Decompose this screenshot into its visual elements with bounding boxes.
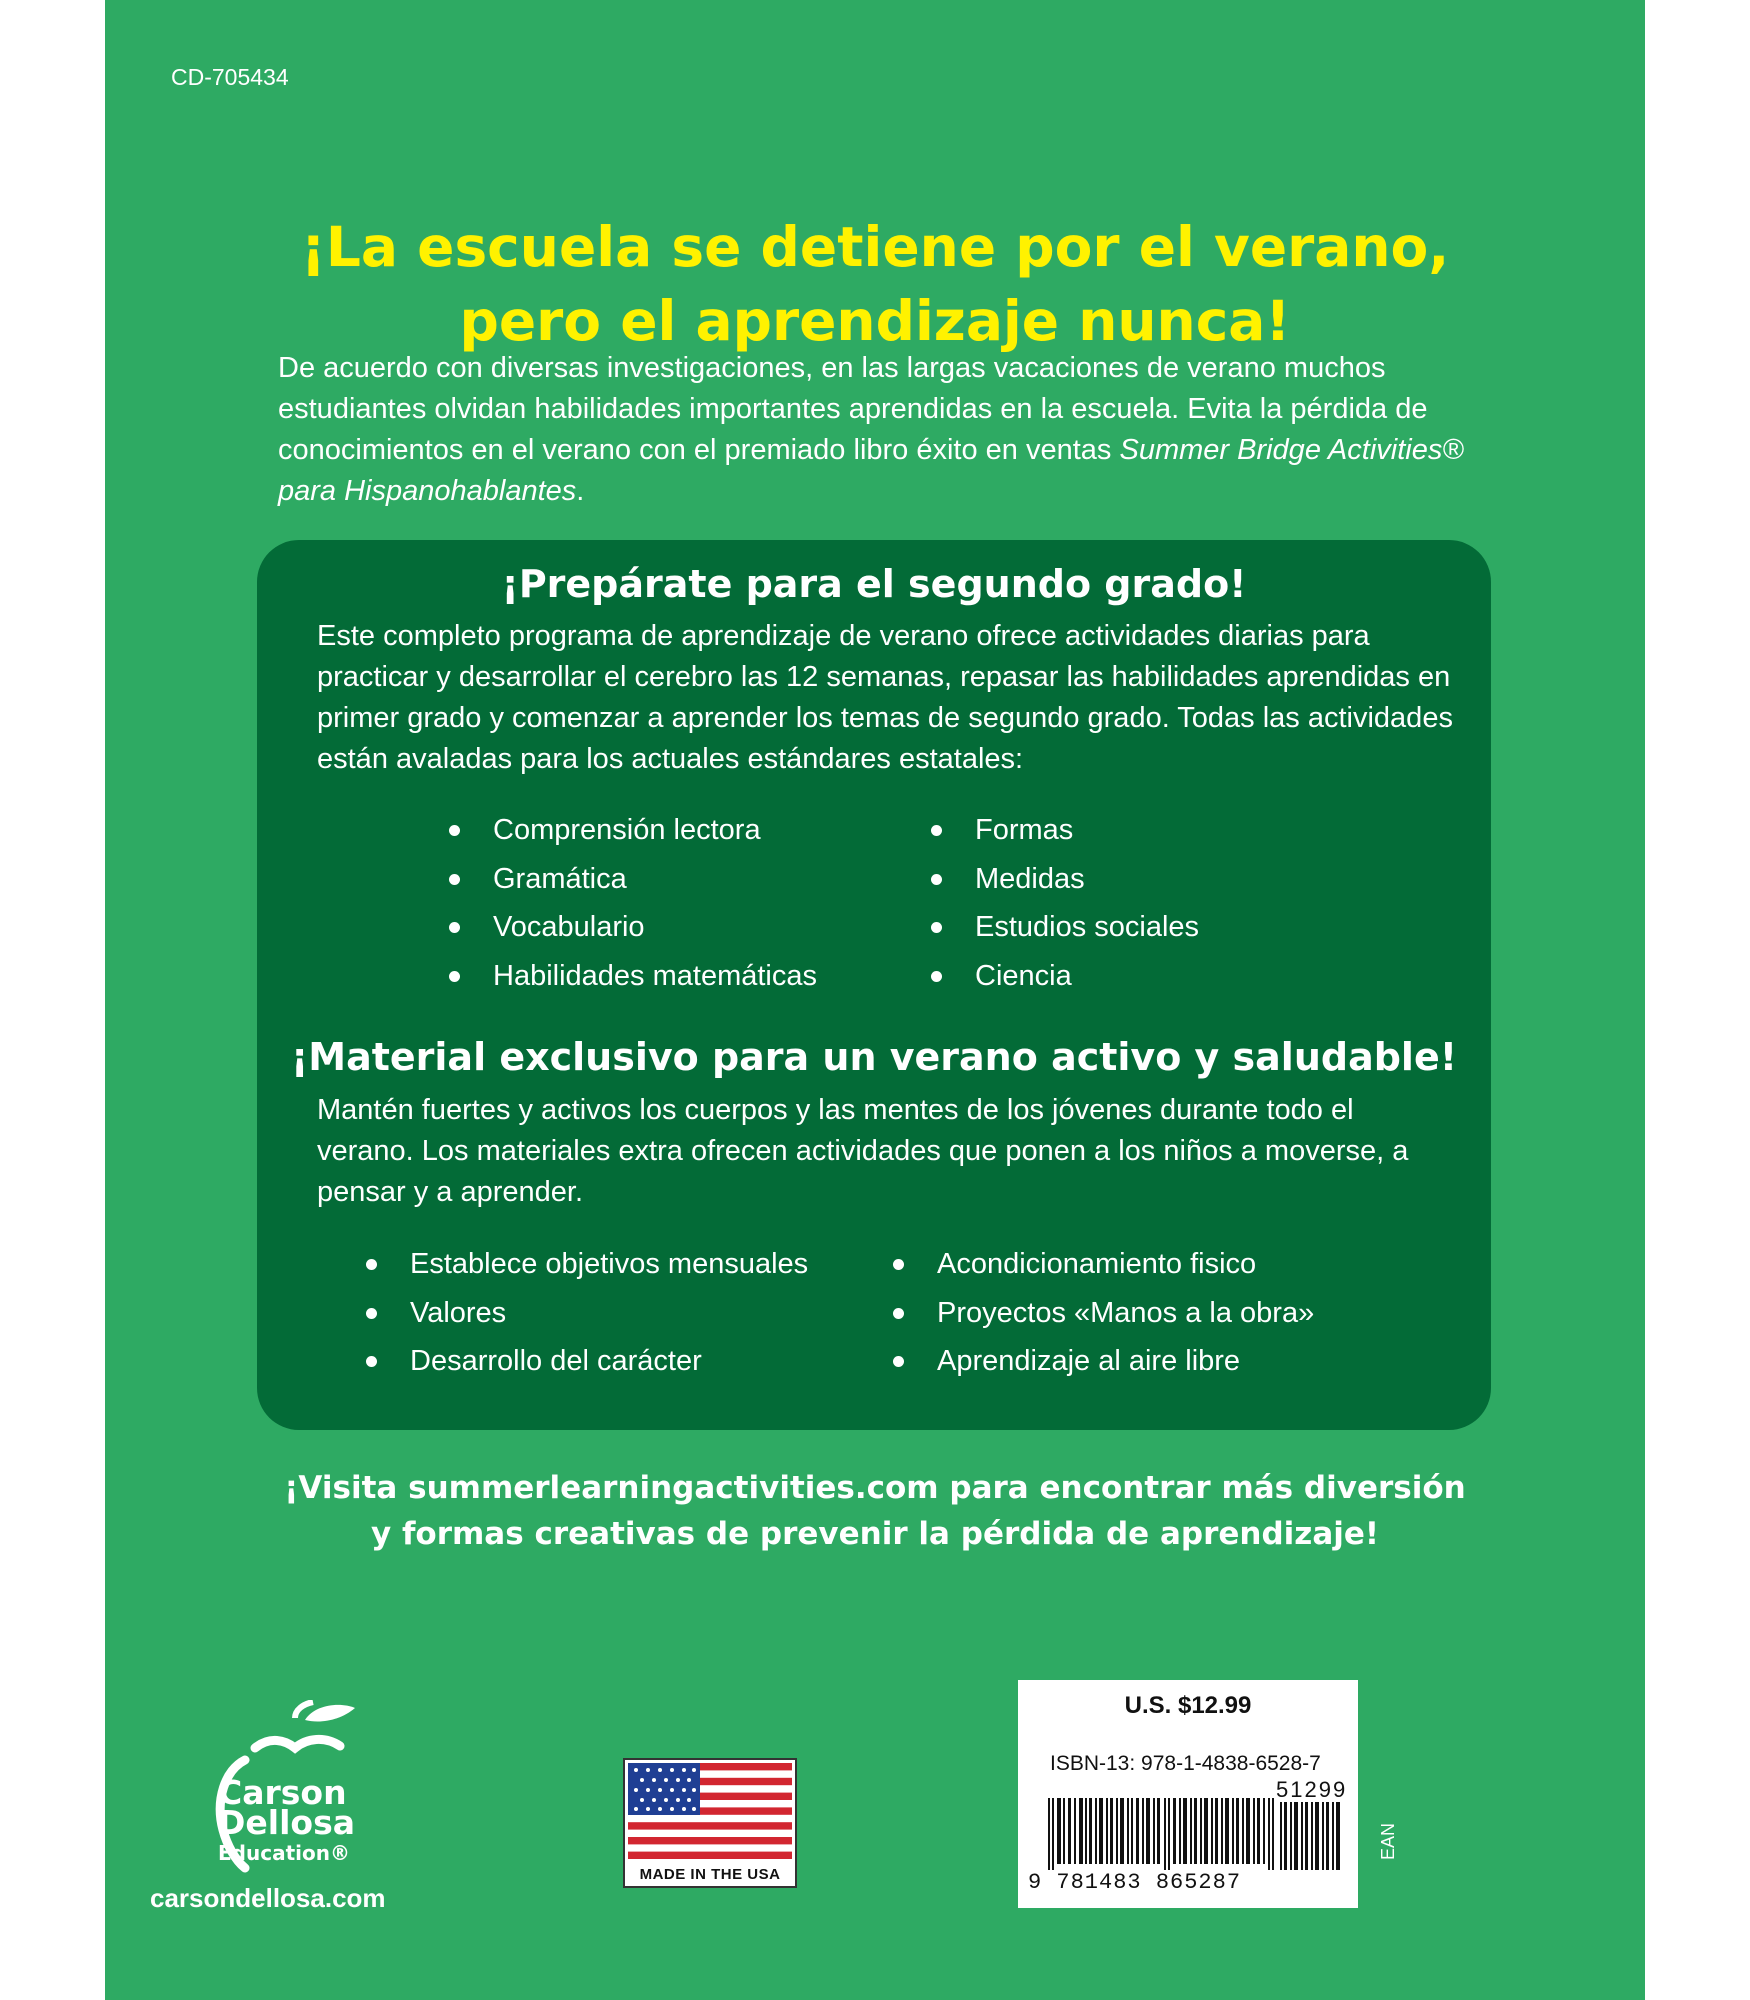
list-item: Acondicionamiento fisico [889,1240,1314,1289]
list-item: Proyectos «Manos a la obra» [889,1289,1314,1338]
logo-line-2: Dellosa [218,1803,355,1842]
list-item: Ciencia [927,952,1199,1001]
info-panel [257,540,1491,1430]
publisher-logo-text [218,1773,355,1868]
list-item: Medidas [927,855,1199,904]
headline-line-2: pero el aprendizaje nunca! [459,289,1291,353]
list-item: Comprensión lectora [445,806,817,855]
ean-label: EAN [1378,1822,1398,1860]
barcode-addon-number: 51299 [1276,1777,1348,1802]
visit-line-2: y formas creativas de prevenir la pérdida de aprendizaje! [370,1516,1380,1552]
product-code: CD-705434 [171,64,289,90]
book-title: Summer Bridge Activities® para Hispanohablantes [278,434,1464,507]
list-item: Estudios sociales [927,903,1199,952]
visit-line-1: ¡Visita summerlearningactivities.com para encontrar más diversión [284,1470,1466,1506]
publisher-website[interactable]: carsondellosa.com [150,1883,386,1913]
list-item: Gramática [445,855,817,904]
list-item: Valores [362,1289,808,1338]
section-2-title: ¡Material exclusivo para un verano activo y saludable! [290,1035,1458,1079]
barcode-number: 9 781483 865287 [1028,1870,1242,1895]
logo-line-3: Education® [218,1841,350,1865]
intro-text: De acuerdo con diversas investigaciones, en las largas vacaciones de verano muchos estudiantes olvidan habilidades importantes aprendidas en la escuela. Evita la pérdida de conocimientos en el verano con el premiado libro éxito en ventas [278,352,1428,466]
price: U.S. $12.99 [1124,1692,1252,1719]
list-item: Desarrollo del carácter [362,1337,808,1386]
section-2-list-right [889,1240,1314,1386]
made-in-usa-badge [623,1758,797,1888]
section-1-list-left [445,806,817,1000]
headline-line-1: ¡La escuela se detiene por el verano, [300,215,1450,279]
barcode-label [1018,1680,1358,1908]
list-item: Establece objetivos mensuales [362,1240,808,1289]
list-item: Habilidades matemáticas [445,952,817,1001]
section-1-list-right [927,806,1199,1000]
made-in-usa-label: MADE IN THE USA [639,1866,781,1883]
us-flag-icon [628,1763,792,1859]
logo-line-1: Carson [218,1773,347,1812]
list-item: Formas [927,806,1199,855]
intro-paragraph [278,348,1478,512]
intro-end: . [576,475,585,507]
section-1-title: ¡Prepárate para el segundo grado! [501,562,1247,606]
section-2-body: Mantén fuertes y activos los cuerpos y las mentes de los jóvenes durante todo el verano. Los materiales extra ofrecen actividades que ponen a los niños a moverse, a pensar y a aprender. [317,1094,1409,1208]
isbn: ISBN-13: 978-1-4838-6528-7 [1050,1752,1321,1775]
list-item: Vocabulario [445,903,817,952]
visit-message [105,1465,1645,1557]
barcode-icon [1048,1798,1348,1870]
list-item: Aprendizaje al aire libre [889,1337,1314,1386]
headline [105,210,1645,358]
section-2-list-left [362,1240,808,1386]
section-1-body: Este completo programa de aprendizaje de verano ofrece actividades diarias para practicar y desarrollar el cerebro las 12 semanas, repasar las habilidades aprendidas en primer grado y comenzar a aprender los temas de segundo grado. Todas las actividades están avaladas para los actuales estándares estatales: [317,620,1453,775]
